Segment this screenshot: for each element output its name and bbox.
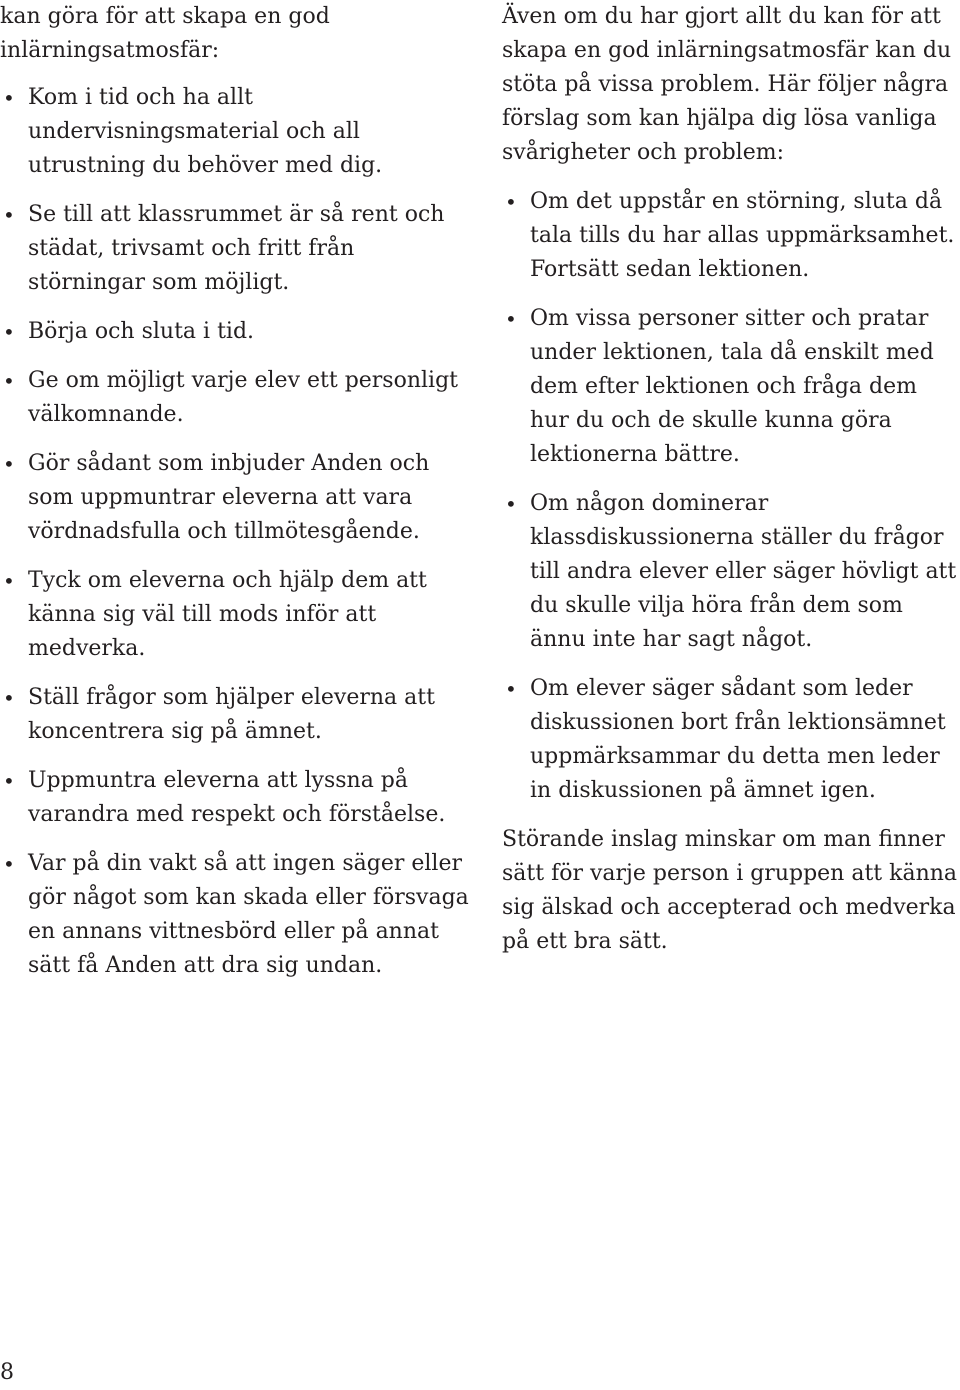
page-number: 8 [0, 1360, 14, 1385]
list-item-text: Ställ frågor som hjälper eleverna att koncentrera sig på ämnet. [28, 685, 435, 744]
bullet-icon: • [3, 452, 15, 476]
list-item [0, 764, 475, 832]
bullet-icon: • [3, 86, 15, 110]
list-item [502, 487, 960, 657]
list-item [0, 315, 475, 349]
list-item-text: Om det uppstår en störning, sluta då tala tills du har allas uppmärksamhet. Fortsätt sedan lektionen. [530, 189, 955, 282]
list-item-text: Var på din vakt så att ingen säger eller gör något som kan skada eller försvaga en annans vittnesbörd eller på annat sätt få Anden att dra sig undan. [28, 851, 469, 978]
list-item [0, 198, 475, 300]
list-item [0, 81, 475, 183]
list-item [0, 364, 475, 432]
left-intro: kan göra för att skapa en god inlärningsatmosfär: [0, 4, 330, 63]
list-item-text: Se till att klassrummet är så rent och städat, trivsamt och fritt från störningar som möjligt. [28, 202, 445, 295]
bullet-icon: • [505, 307, 517, 331]
list-item-text: Gör sådant som inbjuder Anden och som uppmuntrar eleverna att vara vördnadsfulla och tillmötesgående. [28, 451, 430, 544]
list-item [0, 847, 475, 983]
list-item-text: Om någon dominerar klassdiskussionerna ställer du frågor till andra elever eller säger hövligt att du skulle vilja höra från dem som ännu inte har sagt något. [530, 491, 957, 652]
bullet-icon: • [3, 203, 15, 227]
bullet-icon: • [505, 492, 517, 516]
left-column [0, 0, 475, 983]
right-closing-paragraph: Störande inslag minskar om man finner sätt för varje person i gruppen att känna sig älskad och accepterad och medverka på ett bra sätt. [502, 827, 958, 954]
list-item-text: Tyck om eleverna och hjälp dem att känna sig väl till mods inför att medverka. [28, 568, 427, 661]
list-item [502, 185, 960, 287]
bullet-icon: • [3, 686, 15, 710]
bullet-icon: • [3, 769, 15, 793]
right-column [502, 0, 960, 959]
bullet-icon: • [505, 190, 517, 214]
list-item-text: Om vissa personer sitter och pratar under lektionen, tala då enskilt med dem efter lektionen och fråga dem hur du och de skulle kunna göra lektionerna bättre. [530, 306, 934, 467]
bullet-icon: • [3, 852, 15, 876]
list-item [0, 681, 475, 749]
bullet-icon: • [3, 569, 15, 593]
list-item-text: Om elever säger sådant som leder diskussionen bort från lektionsämnet uppmärksammar du detta men leder in diskussionen på ämnet igen. [530, 676, 946, 803]
list-item-text: Kom i tid och ha allt undervisningsmaterial och all utrustning du behöver med dig. [28, 85, 383, 178]
list-item-text: Ge om möjligt varje elev ett personligt välkomnande. [28, 368, 459, 427]
list-item [502, 302, 960, 472]
bullet-icon: • [3, 320, 15, 344]
right-intro: Även om du har gjort allt du kan för att skapa en god inlärningsatmosfär kan du stöta på vissa problem. Här följer några förslag som kan hjälpa dig lösa vanliga svårigheter och problem: [502, 4, 952, 165]
bullet-icon: • [505, 677, 517, 701]
left-bullet-list [0, 81, 475, 983]
right-bullet-list [502, 185, 960, 808]
bullet-icon: • [3, 369, 15, 393]
list-item-text: Uppmuntra eleverna att lyssna på varandra med respekt och förståelse. [28, 768, 446, 827]
list-item [0, 564, 475, 666]
list-item-text: Börja och sluta i tid. [28, 319, 255, 344]
list-item [502, 672, 960, 808]
list-item [0, 447, 475, 549]
